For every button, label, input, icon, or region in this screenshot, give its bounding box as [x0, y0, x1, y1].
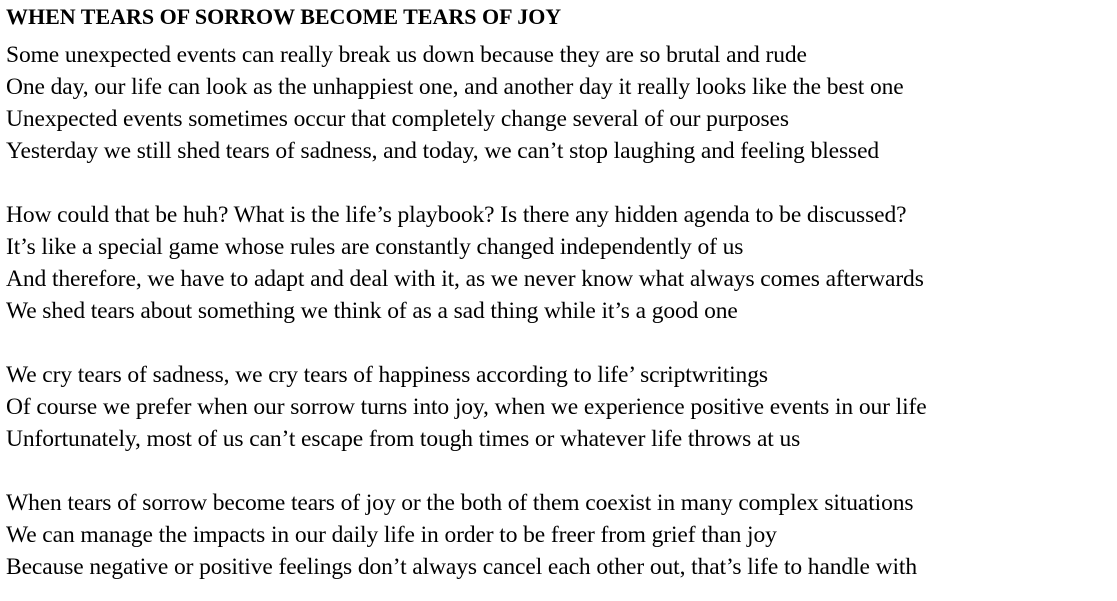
poem-line: Because negative or positive feelings don’t always cancel each other out, that’s life to handle with [6, 554, 917, 580]
stanza-4 [6, 487, 1114, 583]
poem-line: Some unexpected events can really break us down because they are so brutal and rude [6, 42, 807, 68]
poem-line: When tears of sorrow become tears of joy or the both of them coexist in many complex situations [6, 490, 914, 516]
poem-line: We cry tears of sadness, we cry tears of happiness according to life’ scriptwritings [6, 362, 768, 388]
stanza-2 [6, 199, 1114, 327]
poem-document [6, 0, 1114, 583]
poem-title: WHEN TEARS OF SORROW BECOME TEARS OF JOY [6, 4, 562, 29]
poem-line: We shed tears about something we think of as a sad thing while it’s a good one [6, 298, 738, 324]
poem-line: Of course we prefer when our sorrow turns into joy, when we experience positive events in our life [6, 394, 927, 420]
poem-line: One day, our life can look as the unhappiest one, and another day it really looks like the best one [6, 74, 904, 100]
poem-line: And therefore, we have to adapt and deal with it, as we never know what always comes afterwards [6, 266, 924, 292]
poem-line: It’s like a special game whose rules are constantly changed independently of us [6, 234, 744, 260]
poem-line: Unfortunately, most of us can’t escape from tough times or whatever life throws at us [6, 426, 801, 452]
stanza-3 [6, 359, 1114, 455]
poem-line: Yesterday we still shed tears of sadness, and today, we can’t stop laughing and feeling blessed [6, 138, 880, 164]
poem-line: We can manage the impacts in our daily life in order to be freer from grief than joy [6, 522, 777, 548]
poem-line: Unexpected events sometimes occur that completely change several of our purposes [6, 106, 789, 132]
stanza-1 [6, 39, 1114, 167]
poem-line: How could that be huh? What is the life’s playbook? Is there any hidden agenda to be discussed? [6, 202, 907, 228]
